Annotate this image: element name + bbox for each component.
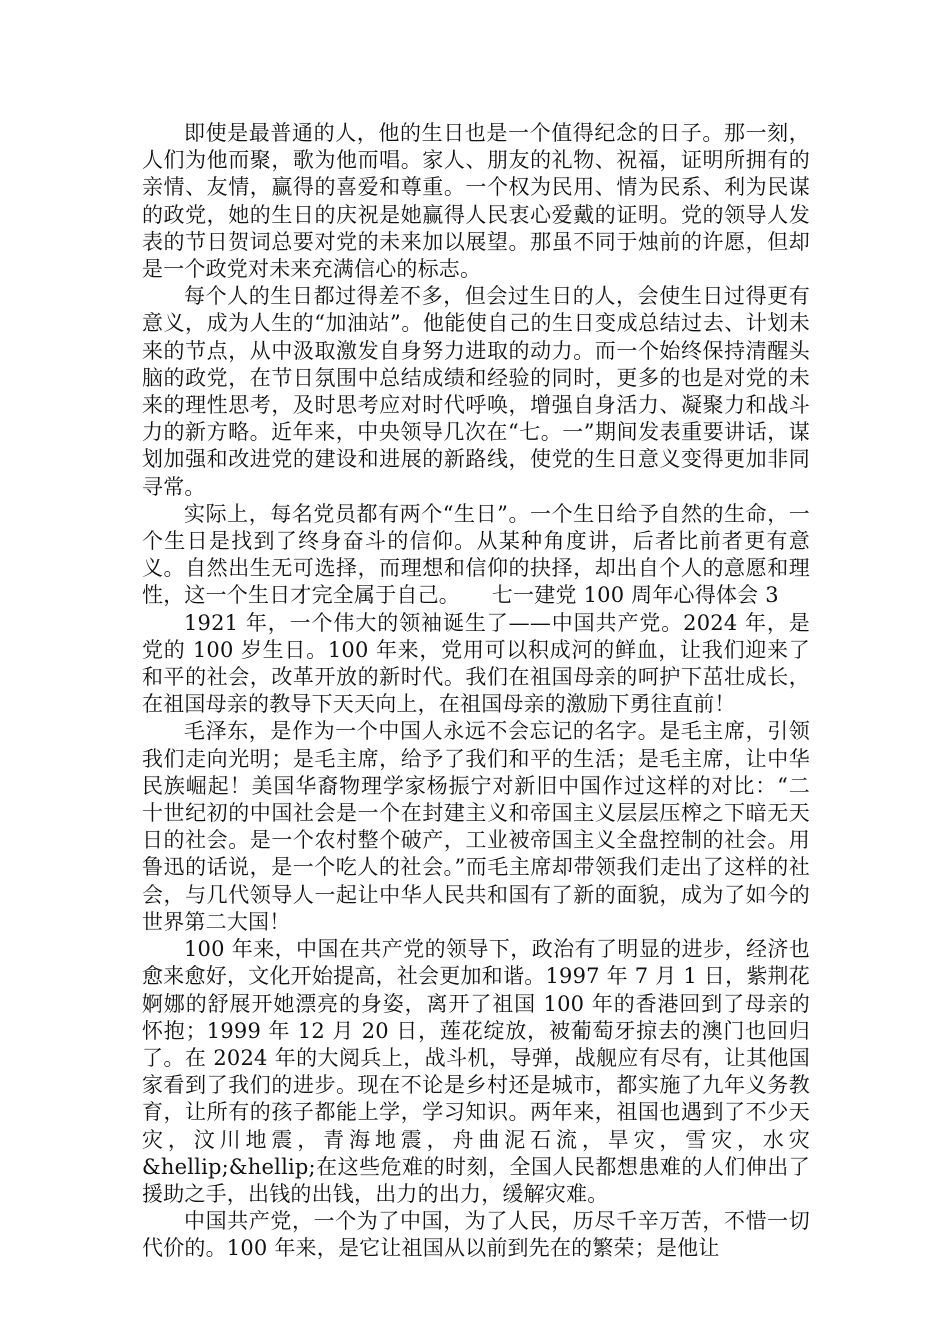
paragraph-hundred-years: 100 年来，中国在共产党的领导下，政治有了明显的进步，经济也愈来愈好，文化开始提高，社会更加和谐。1997 年 7 月 1 日，紫荆花婀娜的舒展开她漂亮的身姿，离开了祖国 100 年的香港回到了母亲的怀抱；1999 年 12 月 20 日，莲花绽放，被葡萄牙掠去的澳门也回归了。在 2024 年的大阅兵上，战斗机，导弹，战舰应有尽有，让其他国家看到了我们的进步。现在不论是乡村还是城市，都实施了九年义务教育，让所有的孩子都能上学，学习知识。两年来，祖国也遇到了不少天灾，汶川地震，青海地震，舟曲泥石流，旱灾，雪灾，水灾&hellip;&hellip;在这些危难的时刻，全国人民都想患难的人们伸出了援助之手，出钱的出钱，出力的出力，缓解灾难。: [142, 937, 810, 1206]
paragraph-refueling-station: 每个人的生日都过得差不多，但会过生日的人，会使生日过得更有意义，成为人生的“加油站”。他能使自己的生日变成总结过去、计划未来的节点，从中汲取激发自身努力进取的动力。而一个始终保持清醒头脑的政党，在节日氛围中总结成绩和经验的同时，更多的也是对党的未来的理性思考，及时思考应对时代呼唤，增强自身活力、凝聚力和战斗力的新方略。近年来，中央领导几次在“七。一”期间发表重要讲话，谋划加强和改进党的建设和进展的新路线，使党的生日意义变得更加非同寻常。: [142, 284, 810, 499]
paragraph-mao-zedong: 毛泽东，是作为一个中国人永远不会忘记的名字。是毛主席，引领我们走向光明；是毛主席，给予了我们和平的生活；是毛主席，让中华民族崛起！美国华裔物理学家杨振宁对新旧中国作过这样的对比：“二十世纪初的中国社会是一个在封建主义和帝国主义层层压榨之下暗无天日的社会。是一个农村整个破产，工业被帝国主义全盘控制的社会。用鲁迅的话说，是一个吃人的社会。”而毛主席却带领我们走出了这样的社会，与几代领导人一起让中华人民共和国有了新的面貌，成为了如今的世界第二大国！: [142, 719, 810, 934]
paragraph-birthday-meaning: 即使是最普通的人，他的生日也是一个值得纪念的日子。那一刻，人们为他而聚，歌为他而唱。家人、朋友的礼物、祝福，证明所拥有的亲情、友情，赢得的喜爱和尊重。一个权为民用、情为民系、利为民谋的政党，她的生日的庆祝是她赢得人民衷心爱戴的证明。党的领导人发表的节日贺词总要对党的未来加以展望。那虽不同于烛前的许愿，但却是一个政党对未来充满信心的标志。: [142, 121, 810, 282]
document-body: [142, 120, 810, 1263]
paragraph-two-birthdays: 实际上，每名党员都有两个“生日”。一个生日给予自然的生命，一个生日是找到了终身奋斗的信仰。从某种角度讲，后者比前者更有意义。自然出生无可选择，而理想和信仰的抉择，却出自个人的意愿和理性，这一个生日才完全属于自己。 七一建党 100 周年心得体会 3: [142, 501, 810, 608]
paragraph-party-founding: 1921 年，一个伟大的领袖诞生了——中国共产党。2024 年，是党的 100 岁生日。100 年来，党用可以积成河的鲜血，让我们迎来了和平的社会，改革开放的新时代。我们在祖国母亲的呵护下茁壮成长，在祖国母亲的教导下天天向上，在祖国母亲的激励下勇往直前！: [142, 610, 810, 717]
paragraph-communist-party: 中国共产党，一个为了中国，为了人民，历尽千辛万苦，不惜一切代价的。100 年来，是它让祖国从以前到先在的繁荣；是他让: [142, 1209, 810, 1261]
